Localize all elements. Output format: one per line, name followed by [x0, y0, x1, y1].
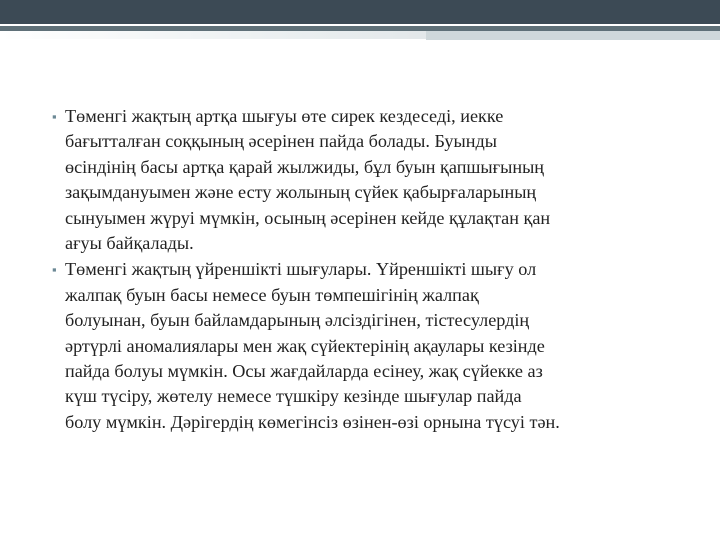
slide-content: [52, 104, 684, 436]
bullet-square-icon: ▪: [52, 109, 57, 124]
bullet-item-dislocation: [52, 104, 684, 256]
accent-block: [426, 31, 720, 40]
text-line: пайда болуы мүмкін. Осы жағдайларда есінеу, жақ сүйекке аз: [65, 361, 543, 382]
text-line: жалпақ буын басы немесе буын төмпешігінің жалпақ: [65, 284, 479, 305]
bullet-item-habitual-dislocation: [52, 257, 684, 435]
bullet-list: [52, 104, 684, 435]
header-bar: [0, 0, 720, 24]
text-line: Төменгі жақтың үйреншікті шығулары. Үйреншікті шығу ол: [65, 259, 537, 280]
text-line: ағуы байқалады.: [65, 233, 194, 254]
text-line: әртүрлі аномалиялары мен жақ сүйектерінің ақаулары кезінде: [65, 335, 545, 356]
text-line: бағытталған соққының әсерінен пайда болады. Буынды: [65, 131, 497, 152]
bullet-square-icon: ▪: [52, 262, 57, 278]
text-line: зақымдануымен және есту жолының сүйек қабырғаларының: [65, 182, 537, 203]
text-line: күш түсіру, жөтелу немесе түшкіру кезінде шығулар пайда: [65, 386, 522, 407]
text-line: болу мүмкін. Дәрігердің көмегінсіз өзінен-өзі орнына түсуі тән.: [65, 411, 560, 432]
bullet-text: [65, 104, 684, 256]
text-line: өсіндінің басы артқа қарай жылжиды, бұл буын қапшығының: [65, 156, 545, 177]
bullet-text: [65, 257, 684, 435]
text-line: болуынан, буын байламдарының әлсіздігінен, тістесулердің: [65, 310, 530, 331]
text-line: Төменгі жақтың артқа шығуы өте сирек кездеседі, иекке: [65, 106, 504, 126]
text-line: сынуымен жүруі мүмкін, осының әсерінен кейде құлақтан қан: [65, 207, 551, 228]
